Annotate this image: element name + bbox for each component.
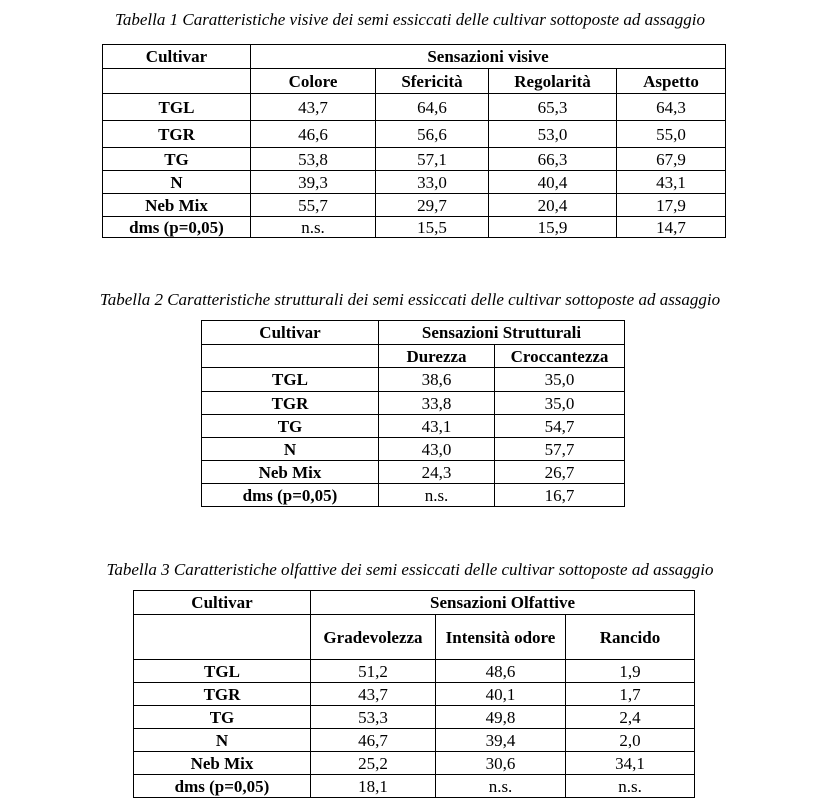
- column-header: Durezza: [379, 345, 495, 368]
- table-row: [202, 461, 625, 484]
- row-label: TG: [103, 148, 251, 171]
- table-row: [134, 683, 695, 706]
- visual-characteristics-table: [102, 44, 726, 238]
- table-cell: 49,8: [436, 706, 566, 729]
- row-label: N: [202, 438, 379, 461]
- table-cell: 2,4: [566, 706, 695, 729]
- table-row: [134, 729, 695, 752]
- column-header: Rancido: [566, 615, 695, 660]
- table-row: [202, 368, 625, 392]
- row-label: N: [134, 729, 311, 752]
- row-label: Neb Mix: [202, 461, 379, 484]
- table-row: [134, 660, 695, 683]
- table-cell: 15,9: [489, 217, 617, 238]
- table-cell: 53,8: [251, 148, 376, 171]
- table-cell: 17,9: [617, 194, 726, 217]
- table-row: [202, 438, 625, 461]
- table-cell: 43,0: [379, 438, 495, 461]
- table-cell: 46,6: [251, 121, 376, 148]
- row-label: dms (p=0,05): [202, 484, 379, 507]
- table-row: [103, 171, 726, 194]
- olfactory-characteristics-table: [133, 590, 695, 798]
- table-cell: n.s.: [379, 484, 495, 507]
- table-cell: 35,0: [495, 392, 625, 415]
- row-label: TGL: [134, 660, 311, 683]
- table-cell: 43,7: [311, 683, 436, 706]
- table-cell: 57,7: [495, 438, 625, 461]
- table-cell: 53,3: [311, 706, 436, 729]
- column-header: Intensità odore: [436, 615, 566, 660]
- table-cell: 1,9: [566, 660, 695, 683]
- column-header: Colore: [251, 69, 376, 94]
- header-cultivar: Cultivar: [134, 591, 311, 615]
- row-label: TGL: [202, 368, 379, 392]
- row-label: TGR: [202, 392, 379, 415]
- table-cell: n.s.: [566, 775, 695, 798]
- table-cell: 40,4: [489, 171, 617, 194]
- table-cell: 14,7: [617, 217, 726, 238]
- row-label: TGR: [103, 121, 251, 148]
- row-label: TG: [134, 706, 311, 729]
- table-row: [202, 415, 625, 438]
- table-cell: 67,9: [617, 148, 726, 171]
- table-row: [134, 752, 695, 775]
- table-3-caption: Tabella 3 Caratteristiche olfattive dei semi essiccati delle cultivar sottoposte ad assaggio: [106, 560, 714, 579]
- table-cell: 30,6: [436, 752, 566, 775]
- table-cell: 55,0: [617, 121, 726, 148]
- row-label: dms (p=0,05): [103, 217, 251, 238]
- table-cell: 24,3: [379, 461, 495, 484]
- table-cell: 16,7: [495, 484, 625, 507]
- table-1-caption: Tabella 1 Caratteristiche visive dei semi essiccati delle cultivar sottoposte ad assaggio: [114, 10, 706, 29]
- structural-characteristics-table: [201, 320, 625, 507]
- table-cell: 29,7: [376, 194, 489, 217]
- table-cell: 51,2: [311, 660, 436, 683]
- table-row: [103, 121, 726, 148]
- table-cell: 38,6: [379, 368, 495, 392]
- header-empty: [134, 615, 311, 660]
- table-cell: 54,7: [495, 415, 625, 438]
- column-header: Regolarità: [489, 69, 617, 94]
- column-header: Sfericità: [376, 69, 489, 94]
- table-cell: 33,8: [379, 392, 495, 415]
- header-group-visual: Sensazioni visive: [251, 45, 726, 69]
- table-cell: 64,6: [376, 94, 489, 121]
- table-cell: 25,2: [311, 752, 436, 775]
- table-cell: 18,1: [311, 775, 436, 798]
- table-cell: 20,4: [489, 194, 617, 217]
- table-2-caption: Tabella 2 Caratteristiche strutturali dei semi essiccati delle cultivar sottoposte ad assaggio: [99, 290, 721, 309]
- table-cell: 40,1: [436, 683, 566, 706]
- row-label: Neb Mix: [134, 752, 311, 775]
- table-cell: 15,5: [376, 217, 489, 238]
- table-row: [103, 194, 726, 217]
- header-empty: [103, 69, 251, 94]
- header-cultivar: Cultivar: [103, 45, 251, 69]
- table-row: [103, 94, 726, 121]
- table-row: [103, 148, 726, 171]
- header-empty: [202, 345, 379, 368]
- table-cell: 43,1: [617, 171, 726, 194]
- column-header: Gradevolezza: [311, 615, 436, 660]
- table-row: [202, 392, 625, 415]
- table-cell: n.s.: [251, 217, 376, 238]
- table-cell: 57,1: [376, 148, 489, 171]
- table-row: [134, 706, 695, 729]
- table-cell: 35,0: [495, 368, 625, 392]
- row-label: TGL: [103, 94, 251, 121]
- table-cell: 1,7: [566, 683, 695, 706]
- table-cell: 26,7: [495, 461, 625, 484]
- table-cell: 56,6: [376, 121, 489, 148]
- column-header: Croccantezza: [495, 345, 625, 368]
- table-cell: 65,3: [489, 94, 617, 121]
- table-cell: 34,1: [566, 752, 695, 775]
- table-cell: 2,0: [566, 729, 695, 752]
- table-cell: 48,6: [436, 660, 566, 683]
- table-row: [202, 484, 625, 507]
- header-group-olfactory: Sensazioni Olfattive: [311, 591, 695, 615]
- table-cell: n.s.: [436, 775, 566, 798]
- row-label: Neb Mix: [103, 194, 251, 217]
- table-cell: 43,1: [379, 415, 495, 438]
- header-group-structural: Sensazioni Strutturali: [379, 321, 625, 345]
- table-cell: 64,3: [617, 94, 726, 121]
- table-cell: 39,3: [251, 171, 376, 194]
- table-cell: 46,7: [311, 729, 436, 752]
- row-label: TG: [202, 415, 379, 438]
- table-cell: 66,3: [489, 148, 617, 171]
- table-cell: 33,0: [376, 171, 489, 194]
- row-label: N: [103, 171, 251, 194]
- row-label: dms (p=0,05): [134, 775, 311, 798]
- table-row: [134, 775, 695, 798]
- table-cell: 43,7: [251, 94, 376, 121]
- column-header: Aspetto: [617, 69, 726, 94]
- table-cell: 55,7: [251, 194, 376, 217]
- table-row: [103, 217, 726, 238]
- table-cell: 39,4: [436, 729, 566, 752]
- table-cell: 53,0: [489, 121, 617, 148]
- header-cultivar: Cultivar: [202, 321, 379, 345]
- row-label: TGR: [134, 683, 311, 706]
